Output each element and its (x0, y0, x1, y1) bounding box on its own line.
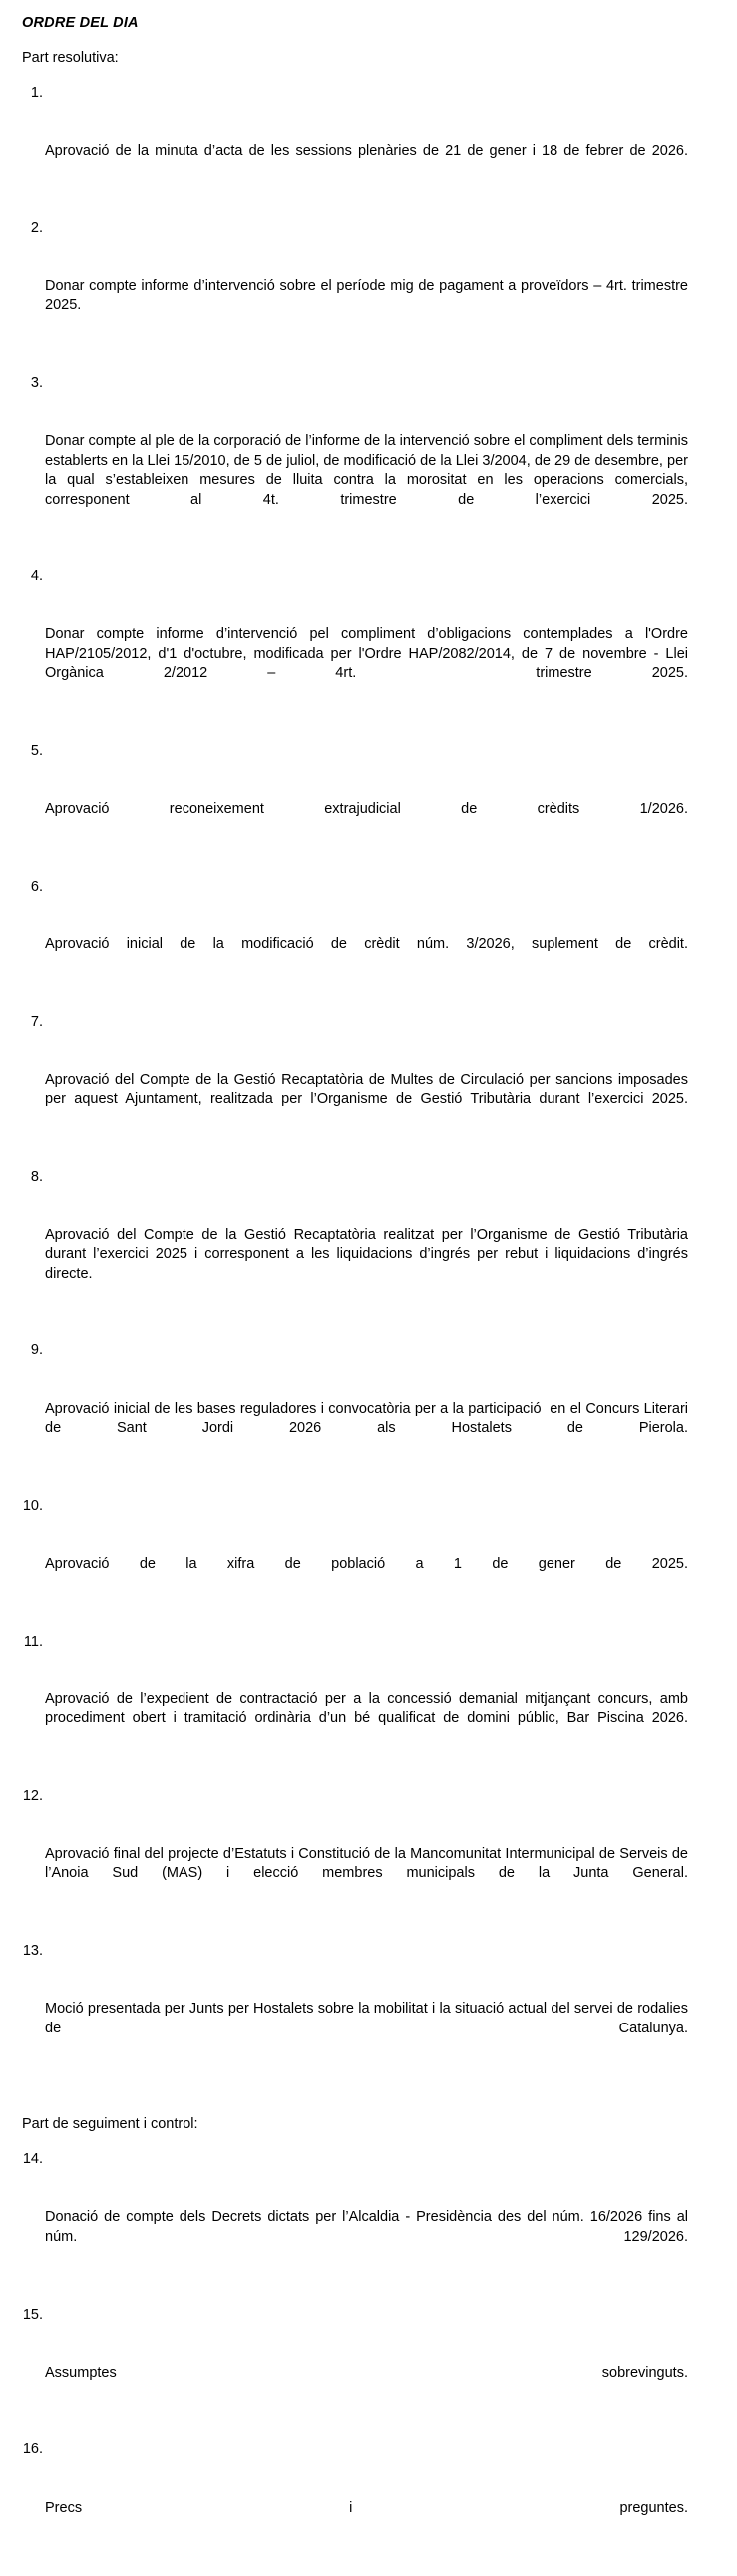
list-item-number: 8. (30, 1168, 43, 1185)
list-item (22, 1787, 693, 1942)
list-item-text: Aprovació reconeixement extrajudicial de crèdits 1/2026. (45, 801, 688, 818)
list-item-number: 10. (22, 1497, 43, 1514)
list-item-text: Aprovació de l’expedient de contractació per a la concessió demanial mitjançant concurs, amb procediment obert i tramitació ordinària d’un bé qualificat de domini públic, Bar Piscina 2026. (45, 1690, 693, 1727)
list-item-number: 3. (30, 375, 43, 392)
list-item (22, 1942, 693, 2096)
list-item (22, 567, 693, 742)
list-item (22, 878, 688, 1013)
list-item-number: 16. (22, 2441, 43, 2458)
agenda-list-seguiment (22, 2150, 693, 2576)
section-label-seguiment: Part de seguiment i control: (22, 2116, 198, 2133)
list-item-text: Aprovació final del projecte d’Estatuts i Constitució de la Mancomunitat Intermunicipal de Serveis de l’Anoia Sud (MAS) i elecció membres municipals de la Junta General. (45, 1845, 693, 1882)
list-item (22, 1013, 693, 1168)
agenda-list-resolutiva (22, 84, 693, 2096)
list-item-text: Donació de compte dels Decrets dictats per l’Alcaldia - Presidència des del núm. 16/2026 fins al núm. 129/2026. (45, 2209, 693, 2245)
list-item (22, 374, 693, 567)
list-item (22, 84, 688, 219)
list-item-number: 15. (22, 2306, 43, 2323)
list-item-number: 4. (30, 568, 43, 585)
list-item-text: Precs i preguntes. (45, 2499, 688, 2516)
list-item-text: Donar compte al ple de la corporació de l’informe de la intervenció sobre el compliment dels terminis establerts en la Llei 15/2010, de 5 de juliol, de modificació de la Llei 3/2004, de 29 de desembre, per la qual s’estableixen mesures de lluita contra la morositat en les operacions comercials, corresponent al 4t. trimestre de l’exercici 2025. (45, 433, 693, 508)
list-item-text: Aprovació del Compte de la Gestió Recaptatòria realitzat per l’Organisme de Gestió Tributària durant l’exercici 2025 i corresponent a les liquidacions d’ingrés per rebut i liquidacions d’ingrés directe. (45, 1226, 693, 1282)
list-item (22, 219, 693, 374)
list-item (22, 2150, 693, 2305)
list-item (22, 2440, 688, 2576)
list-item-number: 11. (23, 1633, 43, 1650)
list-item-text: Aprovació inicial de la modificació de crèdit núm. 3/2026, suplement de crèdit. (45, 935, 688, 952)
list-item (22, 1168, 693, 1342)
list-item-number: 2. (30, 219, 43, 236)
list-item-text: Donar compte informe d’intervenció pel compliment d’obligacions contemplades a l'Ordre HAP/2105/2012, d'1 d'octubre, modificada per l'Ordre HAP/2082/2014, de 7 de novembre - Llei Orgànica 2/2012 – 4rt. trimestre 2025. (45, 626, 693, 682)
list-item (22, 742, 688, 878)
list-item-text: Aprovació del Compte de la Gestió Recaptatòria de Multes de Circulació per sancions imposades per aquest Ajuntament, realitzada per l’Organisme de Gestió Tributària durant l’exercici 2025. (45, 1071, 693, 1108)
list-item-number: 1. (30, 85, 43, 101)
list-item-text: Moció presentada per Junts per Hostalets sobre la mobilitat i la situació actual del servei de rodalies de Catalunya. (45, 2001, 693, 2036)
section-label-resolutiva: Part resolutiva: (22, 50, 119, 66)
list-item-text: Aprovació de la xifra de població a 1 de gener de 2025. (45, 1555, 688, 1572)
list-item-number: 14. (22, 2151, 43, 2168)
list-item (22, 1633, 693, 1787)
list-item (22, 2306, 688, 2441)
list-item-number: 5. (30, 742, 43, 759)
list-item-number: 7. (30, 1013, 43, 1030)
list-item-number: 6. (30, 878, 43, 895)
list-item-text: Donar compte informe d’intervenció sobre el període mig de pagament a proveïdors – 4rt. trimestre 2025. (45, 278, 693, 314)
list-item-text: Aprovació inicial de les bases reguladores i convocatòria per a la participació en el Concurs Literari de Sant Jordi 2026 als Hostalets de Pierola. (45, 1400, 693, 1437)
list-item-number: 9. (30, 1342, 43, 1359)
list-item-text: Assumptes sobrevinguts. (45, 2364, 688, 2381)
list-item-text: Aprovació de la minuta d’acta de les sessions plenàries de 21 de gener i 18 de febrer de 2026. (45, 143, 688, 160)
page-title: ORDRE DEL DIA (22, 15, 139, 31)
list-item (22, 1497, 688, 1633)
list-item-number: 12. (22, 1787, 43, 1804)
list-item (22, 1341, 693, 1496)
list-item-number: 13. (22, 1943, 43, 1959)
